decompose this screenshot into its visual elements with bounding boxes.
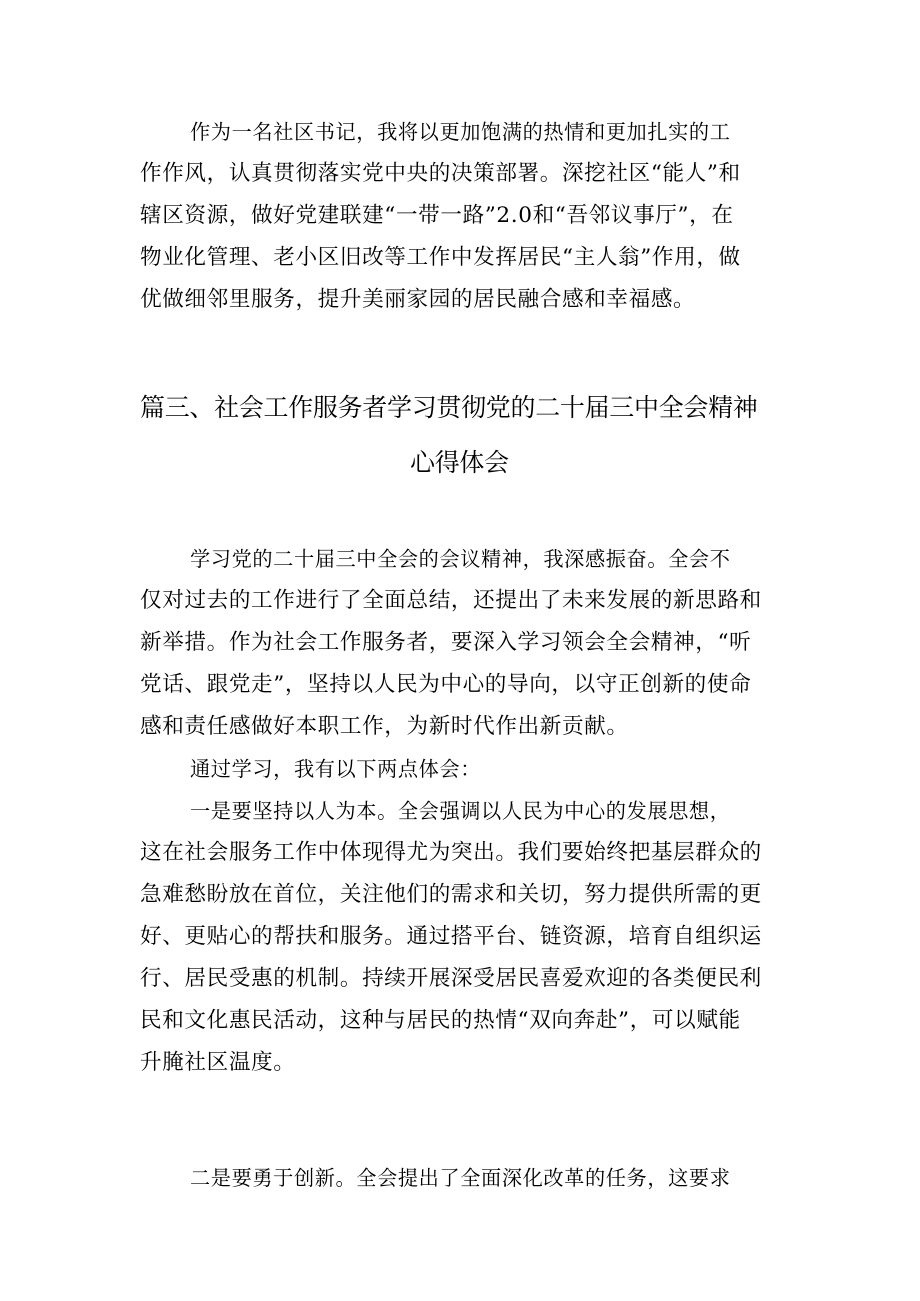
section-heading-line2: 心得体会 [410, 448, 509, 477]
paragraph-line: 学习党的二十届三中全会的会议精神，我深感振奋。全会不 [190, 547, 731, 571]
paragraph-line: 作为一名社区书记，我将以更加饱满的热情和更加扎实的工 [190, 120, 731, 144]
paragraph-line: 二是要勇于创新。全会提出了全面深化改革的任务，这要求 [190, 1166, 731, 1190]
paragraph-line: 感和责任感做好本职工作，为新时代作出新贡献。 [140, 714, 629, 739]
paragraph-line: 升腌社区温度。 [140, 1050, 296, 1075]
paragraph-line: 仅对过去的工作进行了全面总结，还提出了未来发展的新思路和 [140, 588, 762, 613]
paragraph-line: 急难愁盼放在首位，关注他们的需求和关切，努力提供所需的更 [140, 882, 762, 907]
paragraph-line: 这在社会服务工作中体现得尤为突出。我们要始终把基层群众的 [140, 840, 762, 865]
paragraph-line: 辖区资源，做好党建联建“一带一路”2.0和“吾邻议事厅”，在 [140, 203, 734, 228]
paragraph-line: 优做细邻里服务，提升美丽家园的居民融合感和幸福感。 [140, 287, 696, 312]
paragraph-line: 一是要坚持以人为本。全会强调以人民为中心的发展思想， [190, 799, 731, 823]
paragraph-line: 新举措。作为社会工作服务者，要深入学习领会全会精神，“听 [140, 630, 752, 655]
paragraph-line: 物业化管理、老小区旧改等工作中发挥居民“主人翁”作用，做 [140, 245, 741, 270]
section-heading-line1: 篇三、社会工作服务者学习贯彻党的二十届三中全会精神 [140, 393, 758, 422]
paragraph-line: 好、更贴心的帮扶和服务。通过搭平台、链资源，培育自组织运 [140, 924, 762, 949]
paragraph-line: 作作风，认真贯彻落实党中央的决策部署。深挖社区“能人”和 [140, 161, 741, 186]
paragraph-line: 民和文化惠民活动，这种与居民的热情“双向奔赴”，可以赋能 [140, 1008, 741, 1033]
paragraph-line: 通过学习，我有以下两点体会： [190, 757, 482, 781]
paragraph-line: 行、居民受惠的机制。持续开展深受居民喜爱欢迎的各类便民利 [140, 966, 762, 991]
paragraph-line: 党话、跟党走”，坚持以人民为中心的导向，以守正创新的使命 [140, 672, 752, 697]
